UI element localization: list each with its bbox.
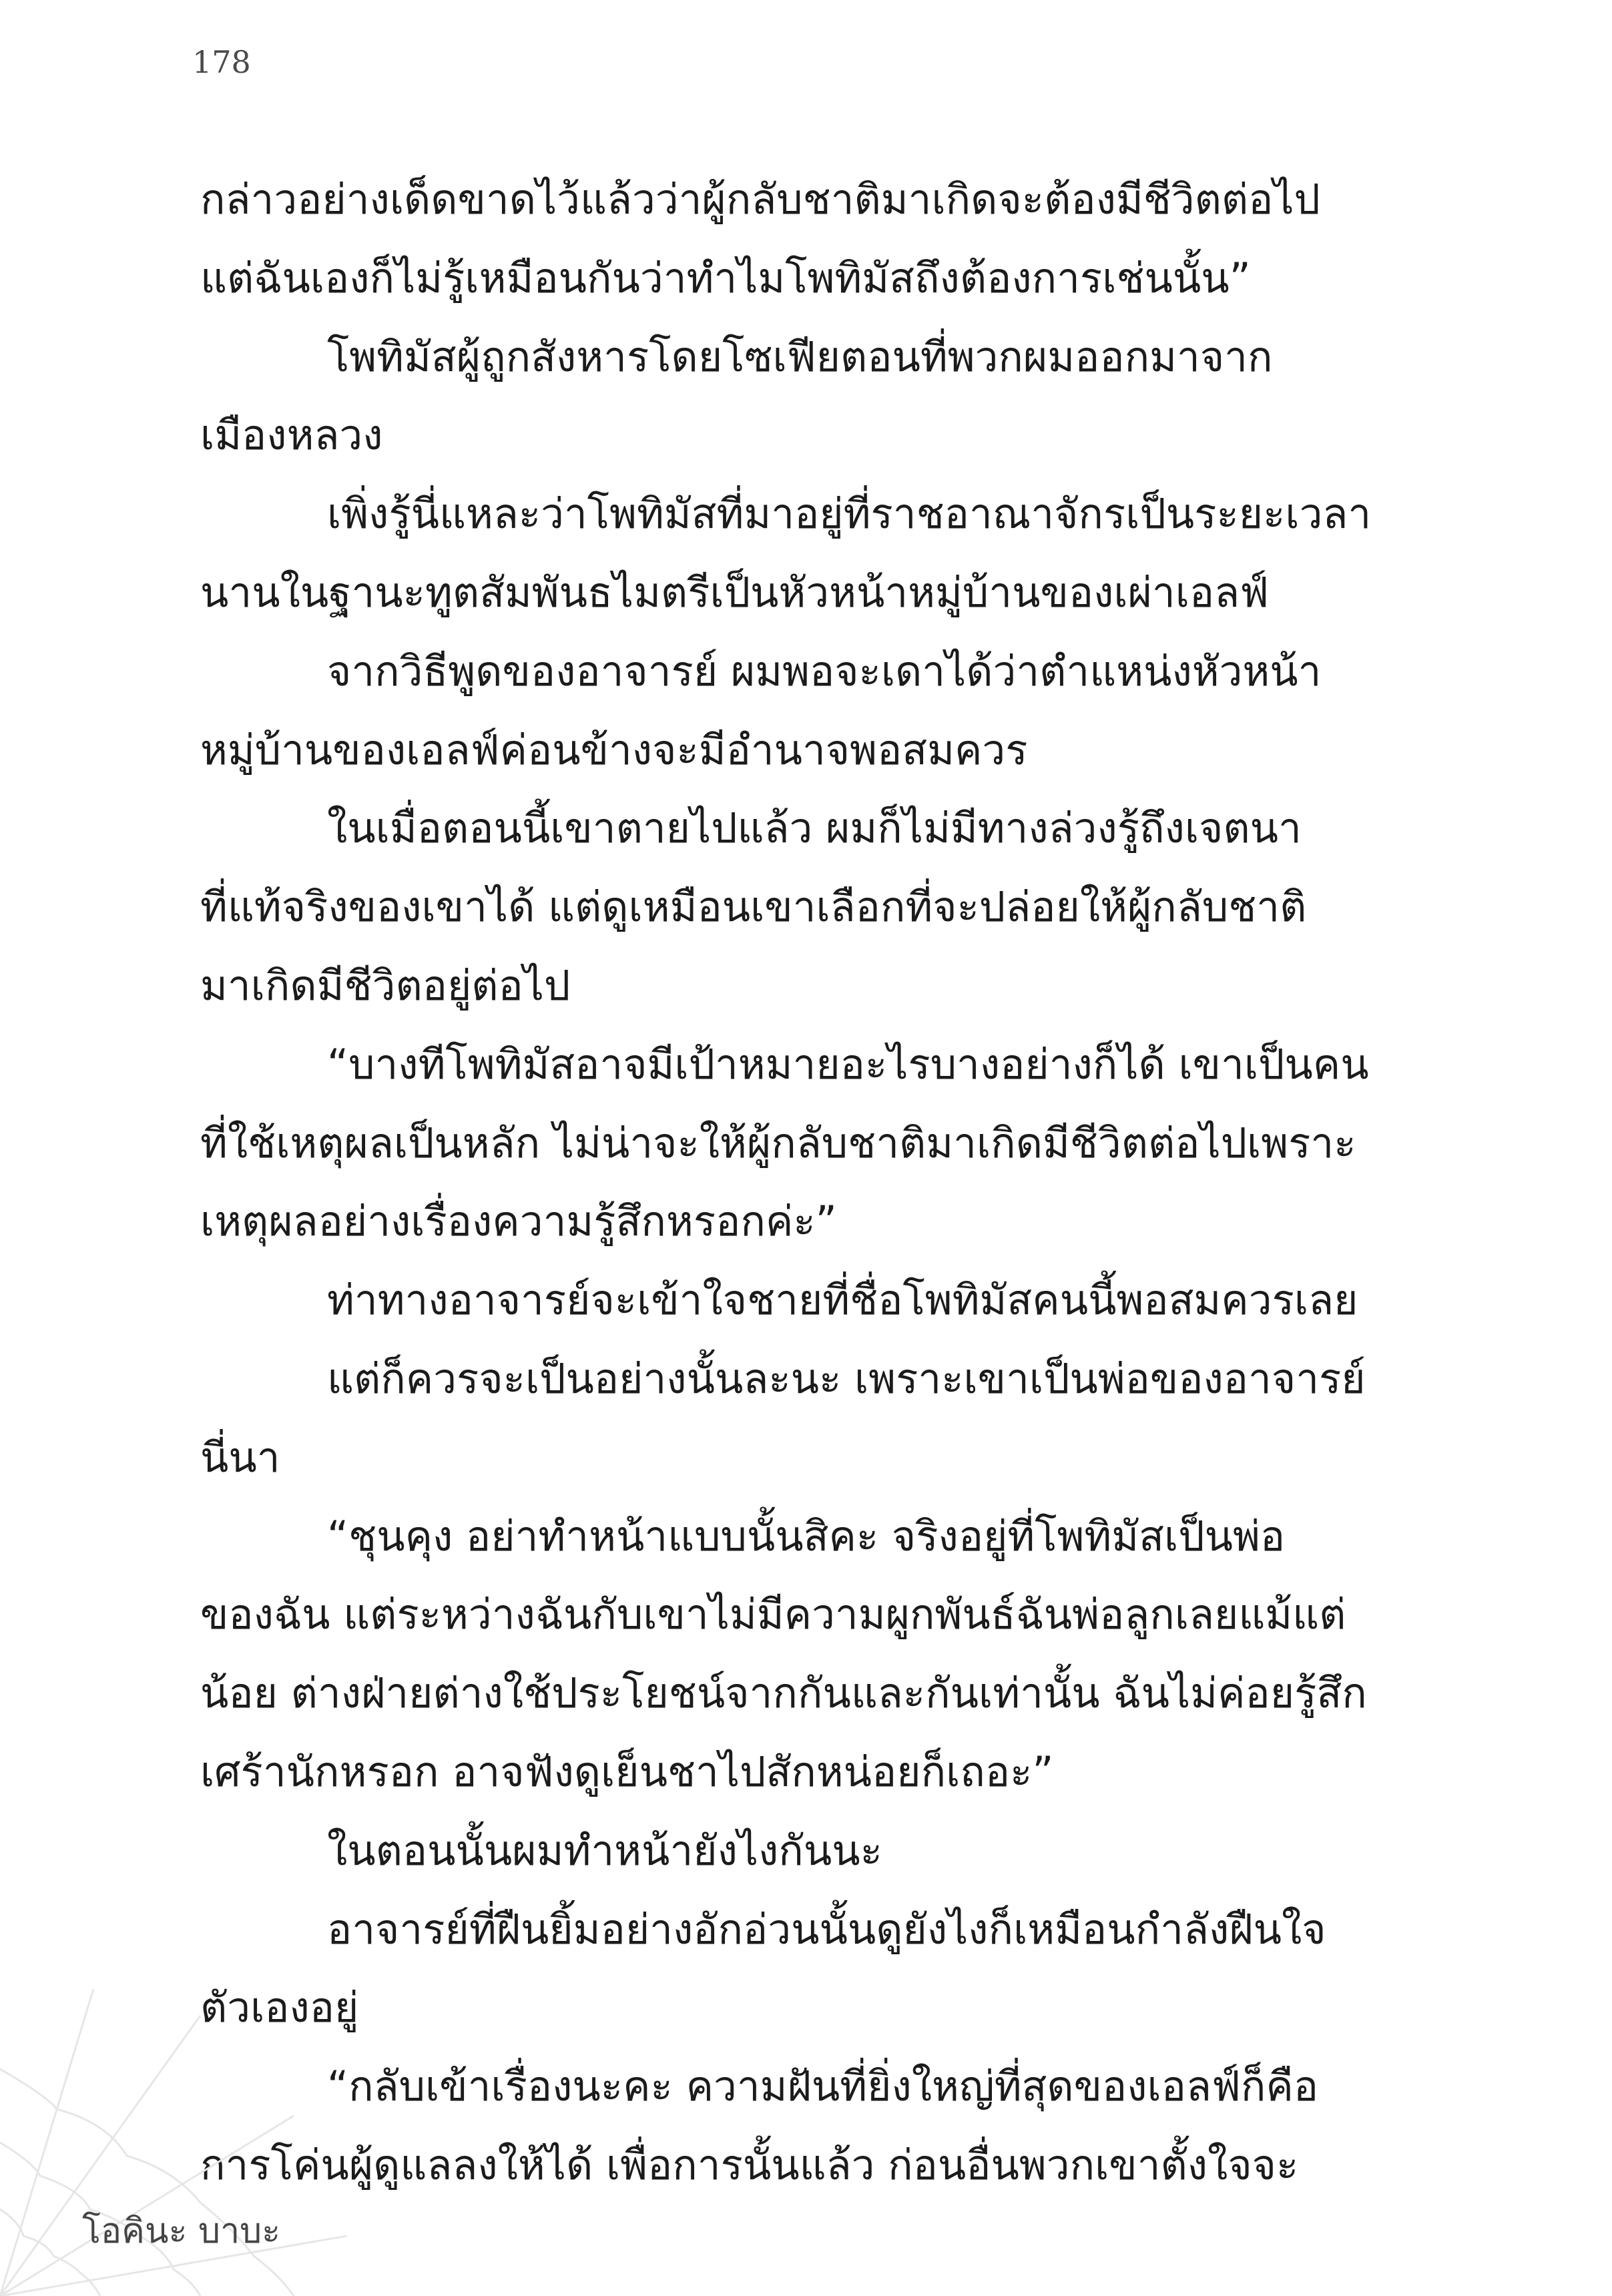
text-line: ตัวเองอยู่ <box>200 1983 359 2032</box>
text-line: เพิ่งรู้นี่แหละว่าโพทิมัสที่มาอยู่ที่ราชอาณาจักรเป็นระยะเวลา <box>327 489 1372 539</box>
body-text <box>200 160 1405 2205</box>
text-line: ที่ใช้เหตุผลเป็นหลัก ไม่น่าจะให้ผู้กลับชาติมาเกิดมีชีวิตต่อไปเพราะ <box>200 1118 1356 1167</box>
text-line: อาจารย์ที่ฝืนยิ้มอย่างอักอ่วนนั้นดูยังไงก็เหมือนกำลังฝืนใจ <box>327 1904 1326 1954</box>
text-line: ในตอนนั้นผมทำหน้ายังไงกันนะ <box>327 1825 882 1875</box>
text-line: แต่ก็ควรจะเป็นอย่างนั้นละนะ เพราะเขาเป็นพ่อของอาจารย์ <box>327 1354 1366 1403</box>
text-line: “ชุนคุง อย่าทำหน้าแบบนั้นสิคะ จริงอยู่ที่โพทิมัสเป็นพ่อ <box>327 1511 1286 1560</box>
text-line: ในเมื่อตอนนี้เขาตายไปแล้ว ผมก็ไม่มีทางล่วงรู้ถึงเจตนา <box>327 804 1302 853</box>
text-line: ที่แท้จริงของเขาได้ แต่ดูเหมือนเขาเลือกที่จะปล่อยให้ผู้กลับชาติ <box>200 882 1307 932</box>
text-line: เมืองหลวง <box>200 410 383 460</box>
text-line: น้อย ต่างฝ่ายต่างใช้ประโยชน์จากกันและกันเท่านั้น ฉันไม่ค่อยรู้สึก <box>200 1669 1367 1718</box>
text-line: ของฉัน แต่ระหว่างฉันกับเขาไม่มีความผูกพันธ์ฉันพ่อลูกเลยแม้แต่ <box>200 1590 1346 1639</box>
footer-author-name: โอคินะ บาบะ <box>82 2211 281 2251</box>
text-line: กล่าวอย่างเด็ดขาดไว้แล้วว่าผู้กลับชาติมาเกิดจะต้องมีชีวิตต่อไป <box>200 175 1320 224</box>
text-line: เหตุผลอย่างเรื่องความรู้สึกหรอกค่ะ” <box>200 1197 837 1246</box>
text-line: นี่นา <box>200 1432 280 1482</box>
text-line: “บางทีโพทิมัสอาจมีเป้าหมายอะไรบางอย่างก็ได้ เขาเป็นคน <box>327 1039 1369 1089</box>
text-line: มาเกิดมีชีวิตอยู่ต่อไป <box>200 960 571 1010</box>
text-line: ท่าทางอาจารย์จะเข้าใจชายที่ชื่อโพทิมัสคนนี้พอสมควรเลย <box>327 1275 1358 1325</box>
text-line: แต่ฉันเองก็ไม่รู้เหมือนกันว่าทำไมโพทิมัสถึงต้องการเช่นนั้น” <box>200 253 1251 302</box>
text-line: เศร้านักหรอก อาจฟังดูเย็นชาไปสักหน่อยก็เถอะ” <box>200 1747 1054 1796</box>
text-line: การโค่นผู้ดูแลลงให้ได้ เพื่อการนั้นแล้ว ก่อนอื่นพวกเขาตั้งใจจะ <box>200 2140 1299 2189</box>
text-line: หมู่บ้านของเอลฟ์ค่อนข้างจะมีอำนาจพอสมควร <box>200 725 1028 774</box>
text-line: จากวิธีพูดของอาจารย์ ผมพอจะเดาได้ว่าตำแหน่งหัวหน้า <box>327 646 1322 695</box>
text-line: โพทิมัสผู้ถูกสังหารโดยโซเฟียตอนที่พวกผมออกมาจาก <box>327 332 1273 381</box>
text-line: “กลับเข้าเรื่องนะคะ ความฝันที่ยิ่งใหญ่ที่สุดของเอลฟ์ก็คือ <box>327 2062 1319 2111</box>
text-line: นานในฐานะทูตสัมพันธไมตรีเป็นหัวหน้าหมู่บ้านของเผ่าเอลฟ์ <box>200 567 1270 617</box>
page-number: 178 <box>192 44 251 80</box>
